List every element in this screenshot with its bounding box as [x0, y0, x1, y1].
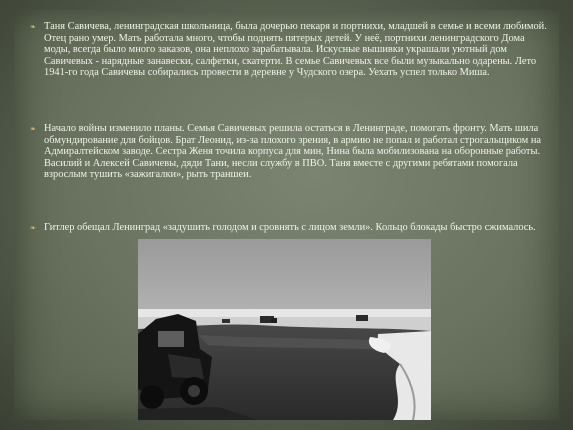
paragraph-childhood [30, 21, 550, 79]
paragraph-text: Начало войны изменило планы. Семья Савичевых решила остаться в Ленинграде, помогать фронту. Мать шила обмундирование для бойцов. Брат Леонид, из-за плохого зрения, в армию не попал и работал строгальщиком на Адмиралтейском заводе. Сестра Женя точила корпуса для мин, Нина была мобилизована на оборонные работы. Василий и Алексей Савичевы, дяди Тани, несли службу в ПВО. Таня вместе с другими ребятами помогала взрослым тушить «зажигалки», рыть траншеи. [44, 123, 542, 181]
trucks-on-ice-road-photo [138, 239, 431, 420]
bullet-marker-icon: ❧ [30, 23, 36, 31]
paragraph-war-begins [30, 123, 550, 181]
bullet-marker-icon: ❧ [30, 125, 36, 133]
paragraph-blockade [30, 222, 550, 234]
paragraph-text: Гитлер обещал Ленинград «задушить голодом и сровнять с лицом земли». Кольцо блокады быстро сжималось. [44, 222, 536, 233]
bullet-marker-icon: ❧ [30, 224, 36, 232]
paragraph-text: Таня Савичева, ленинградская школьница, была дочерью пекаря и портнихи, младшей в семье и всеми любимой. Отец рано умер. Мать работала много, чтобы поднять пятерых детей. У неё, портнихи ленинградского Дома моды, всегда было много заказов, она неплохо зарабатывала. Искусные вышивки украшали уютный дом Савичевых - нарядные занавески, салфетки, скатерти. В семье Савичевых все были музыкально одарены. Лето 1941-го года Савичевы собирались провести в деревне у Чудского озера. Уехать успел только Миша. [44, 21, 547, 79]
